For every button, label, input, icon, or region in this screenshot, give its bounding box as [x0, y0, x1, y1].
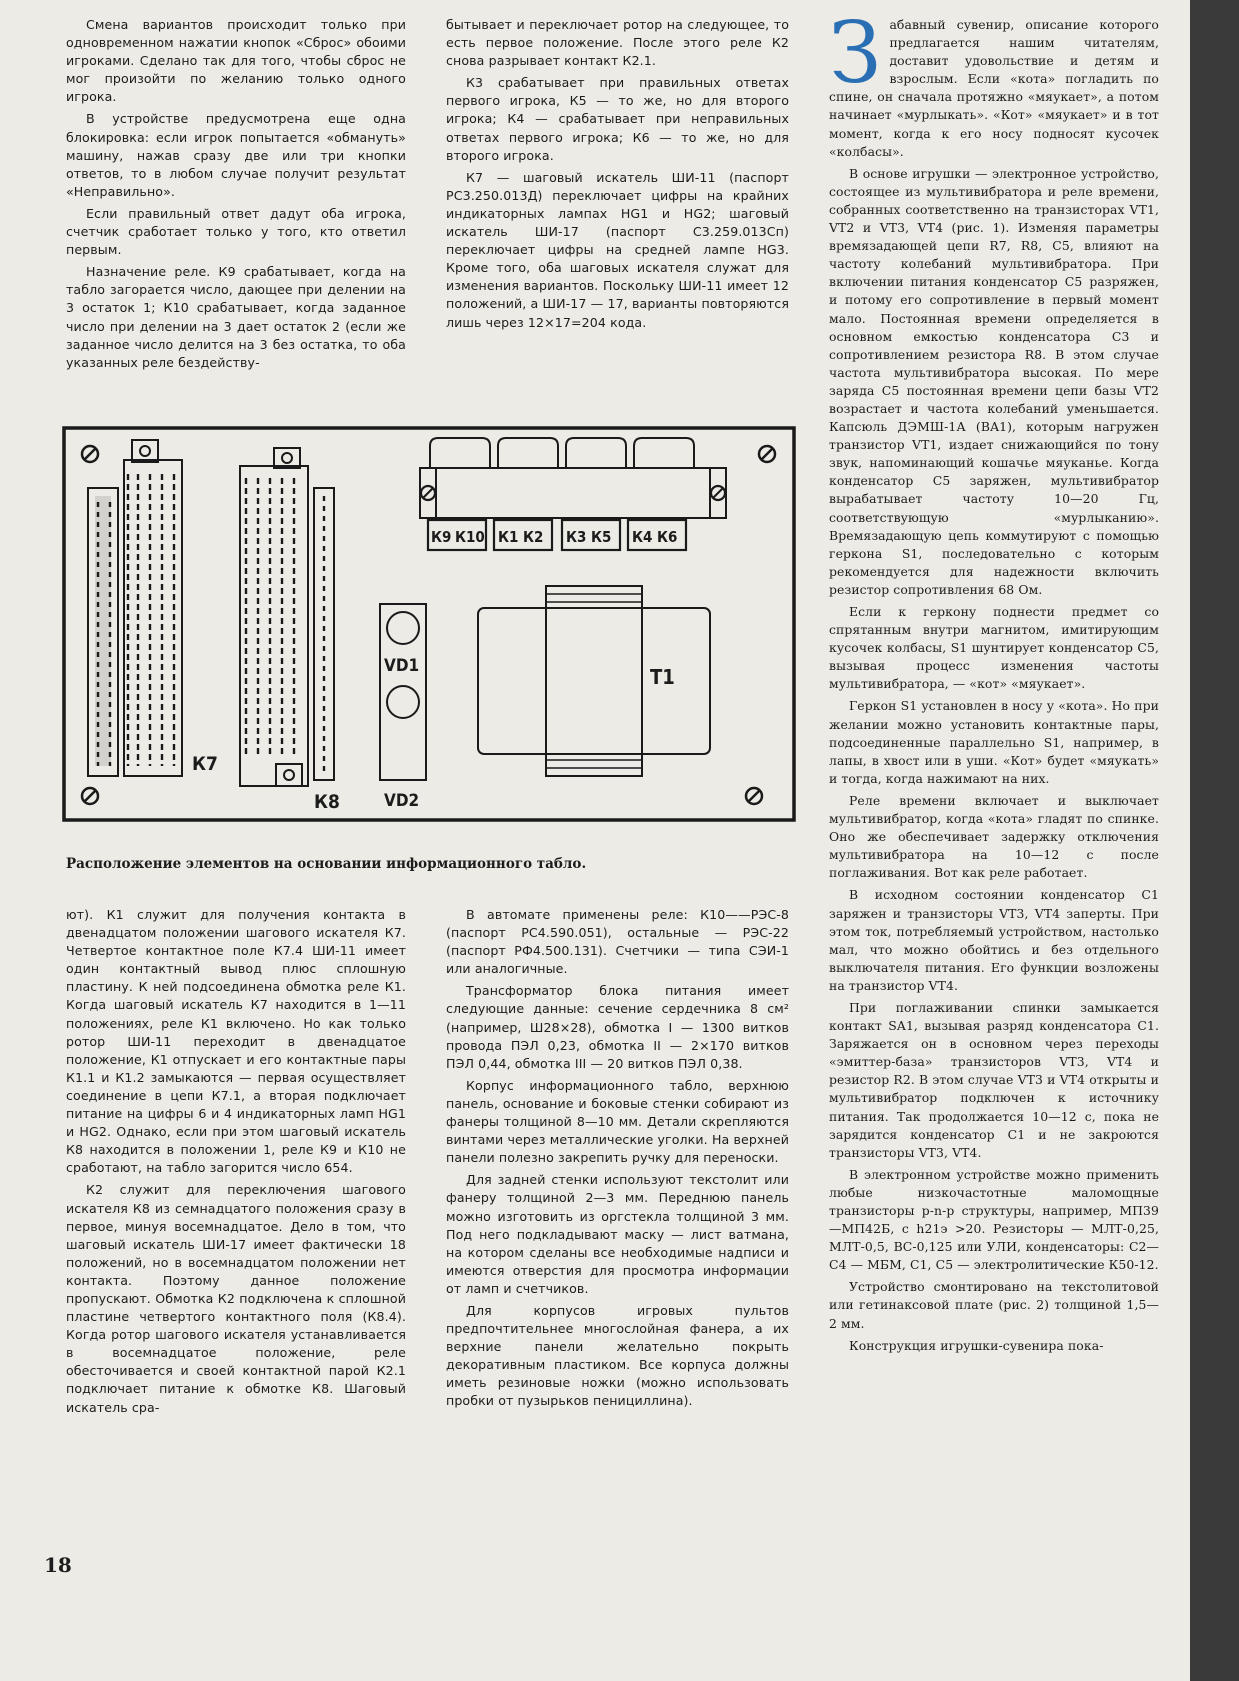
drop-cap: З: [829, 4, 882, 102]
stepper-k7: [88, 440, 218, 776]
paragraph: Конструкция игрушки-сувенира пока-: [849, 1337, 1104, 1353]
transformer-t1: [478, 586, 710, 776]
relay-label: К4: [632, 528, 653, 546]
relay-label: К2: [523, 528, 544, 546]
figure-caption: Расположение элементов на основании информационного табло.: [66, 856, 587, 872]
stepper-k8: [240, 448, 340, 813]
left-column-bottom: [66, 906, 406, 1421]
middle-column-top: [446, 16, 789, 336]
paragraph: В основе игрушки — электронное устройство, состоящее из мультивибратора и реле времени, собранных соответственно на транзисторах VT1, VT2 и VT3, VT4 (рис. 1). Изменяя параметры времязадающей цепи R7, R8, C5, влияют на частоту колебаний мультивибратора. При включении питания конденсатор C5 разряжен, и потому его сопротивление в первый момент мало. Постоянная времени определяется в основном емкостью конденсатора C3 и сопротивлением резистора R8. В этом случае частота мультивибратора высокая. По мере заряда C5 постоянная времени цепи базы VT2 возрастает и частота колебаний уменьшается. Капсюль ДЭМШ-1А (BA1), которым нагружен транзистор VT1, издает снижающийся по тону звук, напоминающий кошачье мяуканье. Когда конденсатор C5 заряжен, мультивибратор вырабатывает частоту 10—20 Гц, соответствующую «мурлыканию». Времязадающую цепь коммутируют с помощью геркона S1, последовательно с которым рекомендуется для надежности включить резистор сопротивления 68 Ом.: [829, 165, 1159, 597]
paragraph: Устройство смонтировано на текстолитовой или гетинаксовой плате (рис. 2) толщиной 1,5—2 мм.: [829, 1279, 1159, 1331]
paragraph: В устройстве предусмотрена еще одна блокировка: если игрок попытается «обмануть» машину, нажав сразу две или три кнопки ответов, то в любом случае получит результат «Неправильно».: [66, 111, 406, 199]
paragraph: К3 срабатывает при правильных ответах первого игрока, К5 — то же, но для второго игрока; К4 — срабатывает при неправильных ответах первого игрока; К6 — то же, но для второго игрока.: [446, 75, 789, 163]
relay-label: К9: [431, 528, 452, 546]
paragraph: Геркон S1 установлен в носу у «кота». Но при желании можно установить контактные пары, подсоединенные параллельно S1, например, в лапы, в хвост или в уши. «Кот» будет «мяукать» и тогда, когда нажимают на них.: [829, 698, 1159, 786]
k7-label: К7: [192, 753, 218, 775]
paragraph: Если к геркону поднести предмет со спрятанным внутри магнитом, имитирующим кусочек колбасы, S1 шунтирует конденсатор C5, вызывая процесс изменения частоты мультивибратора, — «кот» «мяукает».: [829, 604, 1159, 692]
board-layout-diagram: [62, 426, 796, 822]
paragraph: Трансформатор блока питания имеет следующие данные: сечение сердечника 8 см² (например, Ш28×28), обмотка I — 1300 витков провода ПЭЛ 0,23, обмотка II — 2×170 витков ПЭЛ 0,44, обмотка III — 20 витков ПЭЛ 0,38.: [446, 983, 789, 1071]
page-number: 18: [44, 1553, 72, 1577]
paragraph: бытывает и переключает ротор на следующее, то есть первое положение. После этого реле К2 снова разрывает контакт К2.1.: [446, 17, 789, 69]
diode-block: [380, 604, 426, 811]
mount-screw-icon: [759, 446, 775, 462]
paragraph: ют). К1 служит для получения контакта в двенадцатом положении шагового искателя К7. Четвертое контактное поле К7.4 ШИ-11 имеет один контактный вывод плюс сплошную пластину. К ней подсоединена обмотка реле К1. Когда шаговый искатель К7 находится в 1—11 положениях, реле К1 включено. Но как только ротор ШИ-11 переходит в двенадцатое положение, К1 отпускает и его контактные пары К1.1 и К1.2 замыкаются — первая осуществляет соединение в цепи К7.1, а вторая подключает питание на цифры 6 и 4 индикаторных ламп HG1 и HG2. Однако, если при этом шаговый искатель К8 находится в положении 1, реле К9 и К10 не сработают, на табло загорится число 654.: [66, 907, 406, 1176]
paragraph: абавный сувенир, описание которого предлагается нашим читателям, доставит удовольствие и детям и взрослым. Если «кота» погладить по спине, он сначала протяжно «мяукает», а потом начинает «мурлыкать». «Кот» «мяукает» и в тот момент, когда к его носу подносят кусочек «колбасы».: [829, 17, 1159, 159]
relay-label: К10: [455, 528, 485, 546]
relay-label: К3: [566, 528, 587, 546]
mount-screw-icon: [746, 788, 762, 804]
paragraph: Смена вариантов происходит только при одновременном нажатии кнопок «Сброс» обоими игроками. Сделано так для того, чтобы сброс не мог произойти по желанию только одного игрока.: [66, 17, 406, 105]
relay-label: К5: [591, 528, 612, 546]
paragraph: Для корпусов игровых пультов предпочтительнее многослойная фанера, а их верхние панели желательно покрыть декоративным пластиком. Все корпуса должны иметь резиновые ножки (можно использовать пробки от пузырьков пенициллина).: [446, 1302, 789, 1409]
paragraph: Если правильный ответ дадут оба игрока, счетчик сработает только у того, кто ответил первым.: [66, 205, 406, 258]
paragraph: К2 служит для переключения шагового искателя К8 из семнадцатого положения сразу в первое, минуя восемнадцатое. Дело в том, что шаговый искатель ШИ-17 имеет фактически 18 положений, но в восемнадцатом положении нет контакта. Поэтому данное положение пропускают. Обмотка К2 подключена к сплошной пластине четвертого контактного поля (К8.4). Когда ротор шагового искателя устанавливается в восемнадцатое положение, реле обесточивается и своей контактной парой К2.1 подключает питание к обмотке К8. Шаговый искатель сра-: [66, 1182, 406, 1415]
vd2-label: VD2: [384, 791, 420, 811]
t1-label: Т1: [650, 665, 675, 689]
paragraph: Реле времени включает и выключает мультивибратор, когда «кота» гладят по спинке. Оно же обеспечивает задержку отключения мультивибратора на 10—12 с после поглаживания. Вот как реле работает.: [829, 792, 1159, 881]
contact-rows: [246, 478, 324, 772]
relay-block: [420, 438, 726, 550]
mount-screw-icon: [82, 446, 98, 462]
paragraph: Корпус информационного табло, верхнюю панель, основание и боковые стенки собирают из фанеры толщиной 8—10 мм. Детали скрепляются винтами через металлические уголки. На верхней панели полезно закрепить ручку для переноски.: [446, 1077, 789, 1166]
paragraph: В автомате применены реле: К10——РЭС-8 (паспорт РС4.590.051), остальные — РЭС-22 (паспорт РФ4.500.131). Счетчики — типа СЭИ-1 или аналогичные.: [446, 907, 789, 977]
paragraph: В исходном состоянии конденсатор C1 заряжен и транзисторы VT3, VT4 заперты. При этом ток, потребляемый устройством, настолько мал, что можно обойтись и без отдельного выключателя питания. Его функции возложены на транзистор VT4.: [829, 887, 1159, 993]
paragraph: К7 — шаговый искатель ШИ-11 (паспорт РС3.250.013Д) переключает цифры на крайних индикаторных лампах HG1 и HG2; шаговый искатель ШИ-17 (паспорт С3.259.013Сп) переключает цифры на средней лампе HG3. Кроме того, оба шаговых искателя служат для изменения вариантов. Поскольку ШИ-11 имеет 12 положений, а ШИ-17 — 17, варианты повторяются лишь через 12×17=204 кода.: [446, 169, 789, 330]
relay-label: К1: [498, 528, 519, 546]
right-column: [829, 4, 1159, 1359]
paragraph: Для задней стенки используют текстолит или фанеру толщиной 2—3 мм. Переднюю панель можно изготовить из оргстекла толщиной 3 мм. Под него подкладывают маску — лист ватмана, на котором сделаны все необходимые надписи и имеются отверстия для просмотра информации от ламп и счетчиков.: [446, 1172, 789, 1296]
paragraph: В электронном устройстве можно применить любые низкочастотные маломощные транзисторы p-n-p структуры, например, МП39—МП42Б, с h21э >20. Резисторы — МЛТ-0,25, МЛТ-0,5, ВС-0,125 или УЛИ, конденсаторы: C2—C4 — МБМ, C1, C5 — электролитические К50-12.: [829, 1166, 1159, 1273]
paragraph: При поглаживании спинки замыкается контакт SA1, вызывая разряд конденсатора C1. Заряжается он в основном через переходы «эмиттер-база» транзисторов VT3, VT4 и резистор R2. В этом случае VT3 и VT4 открыты и мультивибратор подключен к источнику питания. Так продолжается 10—12 с, пока не зарядится конденсатор C1 и не закроются транзисторы VT3, VT4.: [829, 999, 1159, 1160]
paragraph: Назначение реле. К9 срабатывает, когда на табло загорается число, дающее при делении на 3 остаток 1; К10 срабатывает, когда заданное число при делении на 3 дает остаток 2 (если же заданное число делится на 3 без остатка, то оба указанных реле бездейству-: [66, 264, 406, 370]
vd1-label: VD1: [384, 656, 420, 676]
relay-label: К6: [657, 528, 678, 546]
mount-screw-icon: [82, 788, 98, 804]
page-edge: [1190, 0, 1239, 1681]
k8-label: К8: [314, 791, 340, 813]
middle-column-bottom: [446, 906, 789, 1415]
left-column-top: [66, 16, 406, 376]
